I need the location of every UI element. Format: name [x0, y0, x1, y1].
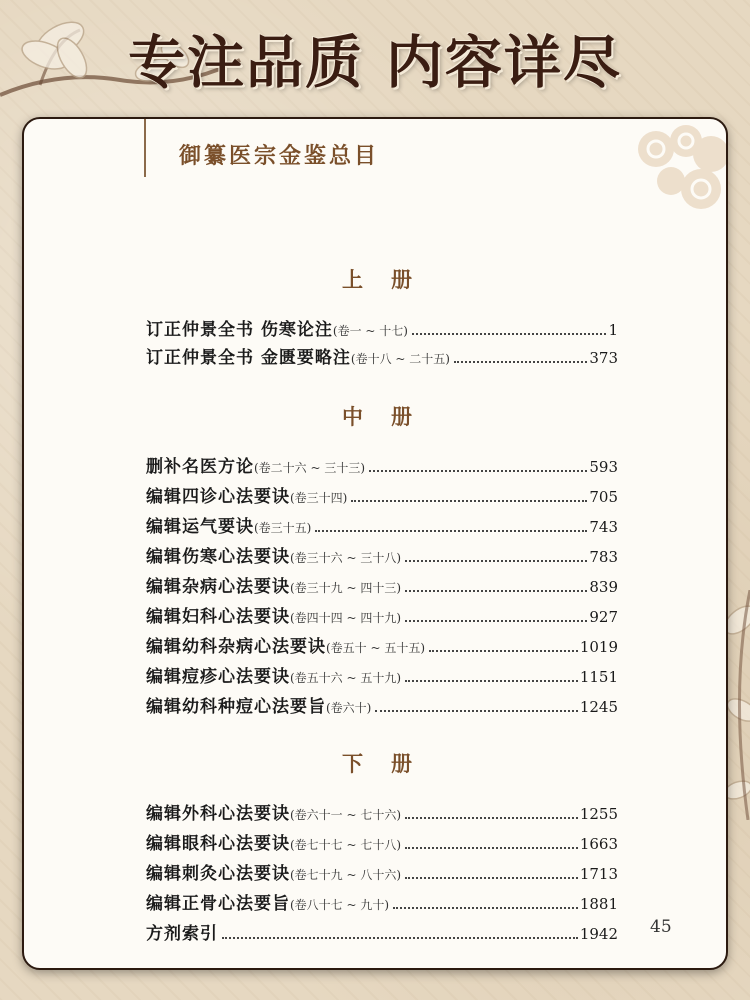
- toc-entry-volumes: (卷七十九 ~ 八十六): [290, 868, 402, 882]
- toc-entry-title: 订正仲景全书 金匮要略注: [146, 348, 351, 368]
- toc-entry-title: 编辑痘疹心法要诀: [146, 667, 290, 687]
- toc-entry-title: 编辑外科心法要诀: [146, 804, 290, 824]
- section-heading-middle: 中册: [342, 404, 440, 429]
- toc-entry-volumes: (卷三十六 ~ 三十八): [290, 551, 402, 565]
- leader-dots: [405, 560, 587, 562]
- toc-entry-page: 705: [589, 488, 618, 506]
- toc-entry: [146, 829, 618, 855]
- toc-entry-volumes: (卷八十七 ~ 九十): [290, 898, 390, 912]
- toc-entry-page: 1881: [579, 895, 618, 913]
- toc-entry-title: 编辑幼科种痘心法要旨: [146, 697, 326, 717]
- leader-dots: [222, 937, 578, 939]
- leader-dots: [412, 333, 606, 335]
- toc-entry-title: 删补名医方论: [146, 457, 254, 477]
- toc-entry: [146, 662, 618, 688]
- leader-dots: [429, 650, 578, 652]
- toc-entry-volumes: (卷一 ~ 十七): [332, 324, 408, 338]
- toc-entry: [146, 452, 618, 478]
- leader-dots: [369, 470, 587, 472]
- toc-entry-title: 编辑正骨心法要旨: [146, 894, 290, 914]
- leader-dots: [393, 907, 578, 909]
- toc-entry-volumes: (卷三十九 ~ 四十三): [290, 581, 402, 595]
- toc-entry: [146, 343, 618, 369]
- leader-dots: [405, 620, 587, 622]
- toc-entry-page: 1663: [579, 835, 618, 853]
- toc-entry-volumes: (卷三十五): [254, 521, 312, 535]
- toc-entry: [146, 482, 618, 508]
- toc-entry: [146, 512, 618, 538]
- toc-entry-title: 编辑眼科心法要诀: [146, 834, 290, 854]
- toc-entry-page: 593: [589, 458, 618, 476]
- toc-entry-volumes: (卷五十六 ~ 五十九): [290, 671, 402, 685]
- toc-entry: [146, 919, 618, 945]
- toc-entry: [146, 542, 618, 568]
- toc-entry-page: 1019: [579, 638, 618, 656]
- toc-entry-page: 1: [608, 321, 618, 339]
- book-page: [22, 117, 728, 970]
- toc-entry: [146, 315, 618, 341]
- toc-entry: [146, 859, 618, 885]
- leader-dots: [375, 710, 577, 712]
- toc-entry-title: 编辑伤寒心法要诀: [146, 547, 290, 567]
- document-title: 御纂医宗金鉴总目: [179, 143, 380, 169]
- toc-entry-page: 839: [589, 578, 618, 596]
- banner-title: 专注品质 内容详尽: [128, 30, 622, 96]
- cloud-ornament-icon: [616, 119, 726, 229]
- toc-entry-title: 编辑刺灸心法要诀: [146, 864, 290, 884]
- toc-entry-volumes: (卷十八 ~ 二十五): [350, 352, 450, 366]
- toc-entry-page: 1942: [579, 925, 618, 943]
- leader-dots: [405, 847, 578, 849]
- toc-entry-volumes: (卷七十七 ~ 七十八): [290, 838, 402, 852]
- toc-entry: [146, 632, 618, 658]
- toc-entry-volumes: (卷三十四): [290, 491, 348, 505]
- toc-entry-page: 1713: [579, 865, 618, 883]
- toc-entry-volumes: (卷四十四 ~ 四十九): [290, 611, 402, 625]
- toc-entry-volumes: (卷二十六 ~ 三十三): [254, 461, 366, 475]
- toc-entry-title: 编辑运气要诀: [146, 517, 254, 537]
- leader-dots: [405, 877, 578, 879]
- toc-entry-title: 编辑四诊心法要诀: [146, 487, 290, 507]
- leader-dots: [351, 500, 587, 502]
- toc-entry-volumes: (卷五十 ~ 五十五): [326, 641, 426, 655]
- toc-entry-page: 1245: [579, 698, 618, 716]
- page-number: 45: [650, 917, 672, 937]
- toc-entry-page: 783: [589, 548, 618, 566]
- toc-entry-title: 编辑妇科心法要诀: [146, 607, 290, 627]
- toc-entry-title: 编辑杂病心法要诀: [146, 577, 290, 597]
- toc-entry-volumes: (卷六十): [326, 701, 372, 715]
- leader-dots: [454, 361, 587, 363]
- toc-entry: [146, 602, 618, 628]
- section-heading-lower: 下册: [342, 751, 440, 776]
- toc-entry: [146, 799, 618, 825]
- toc-entry-page: 1255: [579, 805, 618, 823]
- toc-entry-page: 927: [589, 608, 618, 626]
- leader-dots: [405, 680, 578, 682]
- section-heading-upper: 上册: [342, 267, 440, 292]
- toc-entry: [146, 572, 618, 598]
- toc-entry-page: 743: [589, 518, 618, 536]
- toc-entry-title: 编辑幼科杂病心法要诀: [146, 637, 326, 657]
- toc-entry-volumes: (卷六十一 ~ 七十六): [290, 808, 402, 822]
- toc-entry-page: 373: [589, 349, 618, 367]
- leader-dots: [405, 817, 578, 819]
- leader-dots: [315, 530, 587, 532]
- toc-entry: [146, 889, 618, 915]
- toc-entry: [146, 692, 618, 718]
- toc-entry-page: 1151: [579, 668, 618, 686]
- toc-entry-title: 订正仲景全书 伤寒论注: [146, 320, 333, 340]
- toc-entry-title: 方剂索引: [146, 924, 218, 944]
- title-divider: [144, 119, 146, 177]
- leader-dots: [405, 590, 587, 592]
